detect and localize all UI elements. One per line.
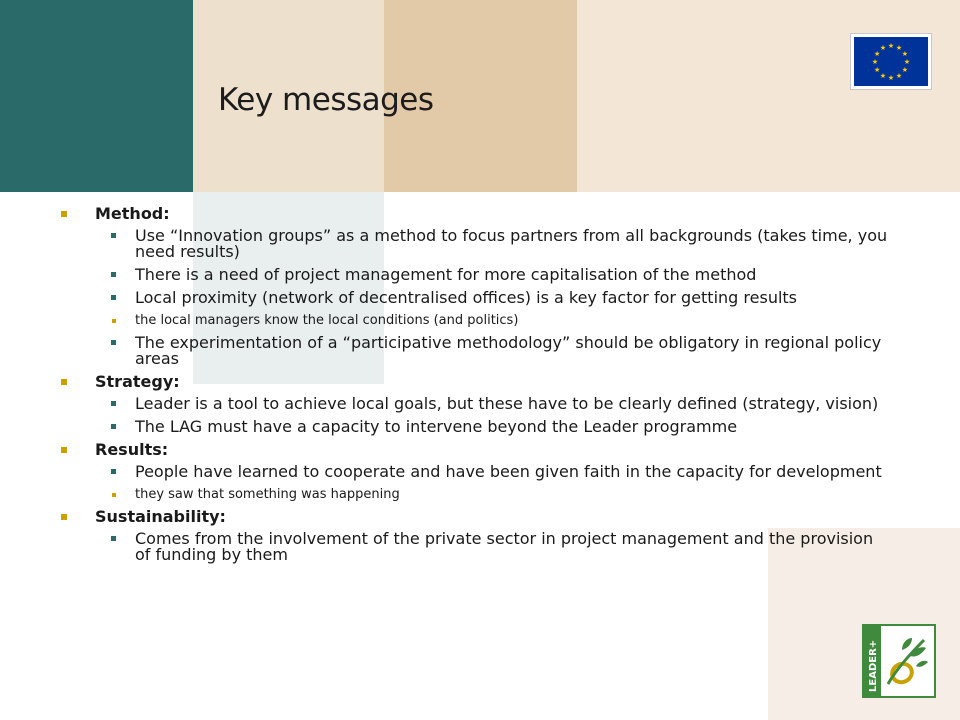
eu-flag-icon xyxy=(850,33,932,90)
bullet-text: There is a need of project management for more capitalisation of the method xyxy=(135,265,757,284)
bullet-item xyxy=(95,464,890,502)
eu-star-icon: ★ xyxy=(873,50,881,58)
leader-logo-text: LEADER+ xyxy=(868,639,879,692)
eu-star-icon: ★ xyxy=(879,71,887,80)
header-block-cream xyxy=(577,0,960,192)
sub-bullet-list xyxy=(135,314,890,328)
bullet-item xyxy=(95,290,890,328)
bullet-item xyxy=(95,396,890,412)
bullet-list xyxy=(135,531,890,563)
bullet-item xyxy=(95,267,890,283)
bullet-item xyxy=(95,335,890,367)
eu-star-icon: ★ xyxy=(873,66,881,74)
slide-title: Key messages xyxy=(218,82,434,118)
bullet-text: Use “Innovation groups” as a method to focus partners from all backgrounds (takes time, you need results) xyxy=(135,226,888,261)
bullet-list xyxy=(135,396,890,435)
bullet-list xyxy=(135,464,890,502)
leader-logo-leaf xyxy=(902,638,912,650)
slide-content xyxy=(60,206,890,570)
eu-star-icon: ★ xyxy=(895,44,903,53)
eu-star-icon: ★ xyxy=(871,58,879,66)
leader-logo-graphic xyxy=(864,626,934,696)
section-item xyxy=(60,374,890,435)
sub-bullet-item: the local managers know the local conditions (and politics) xyxy=(93,314,890,328)
section-heading: Method: xyxy=(95,204,170,223)
section-item xyxy=(60,442,890,502)
sub-bullet-list xyxy=(135,488,890,502)
bullet-item xyxy=(95,419,890,435)
section-item xyxy=(60,509,890,563)
bullet-item xyxy=(95,531,890,563)
leader-plus-logo-icon xyxy=(862,624,936,698)
eu-star-icon: ★ xyxy=(895,71,903,80)
eu-star-icon: ★ xyxy=(901,66,909,74)
bullet-text: Local proximity (network of decentralised offices) is a key factor for getting results xyxy=(135,288,798,307)
eu-star-icon: ★ xyxy=(887,74,895,82)
eu-star-icon: ★ xyxy=(887,42,895,50)
bullet-text: The experimentation of a “participative methodology” should be obligatory in regional policy areas xyxy=(135,333,882,368)
sub-bullet-item: they saw that something was happening xyxy=(93,488,890,502)
bullet-list xyxy=(135,228,890,367)
header-block-teal xyxy=(0,0,193,192)
bullet-text: Comes from the involvement of the private sector in project management and the provision of funding by them xyxy=(135,529,874,564)
bullet-text: People have learned to cooperate and have been given faith in the capacity for development xyxy=(135,462,882,481)
bullet-item xyxy=(95,228,890,260)
section-list xyxy=(60,206,890,563)
section-item xyxy=(60,206,890,367)
section-heading: Strategy: xyxy=(95,372,180,391)
eu-star-icon: ★ xyxy=(903,58,911,66)
eu-star-icon: ★ xyxy=(879,44,887,53)
leader-logo-leaf xyxy=(916,661,928,667)
eu-flag-graphic xyxy=(854,37,928,86)
bullet-text: The LAG must have a capacity to intervene beyond the Leader programme xyxy=(135,417,738,436)
section-heading: Sustainability: xyxy=(95,507,226,526)
bullet-text: Leader is a tool to achieve local goals, but these have to be clearly defined (strategy, vision) xyxy=(135,394,879,413)
section-heading: Results: xyxy=(95,440,169,459)
eu-star-icon: ★ xyxy=(901,50,909,58)
